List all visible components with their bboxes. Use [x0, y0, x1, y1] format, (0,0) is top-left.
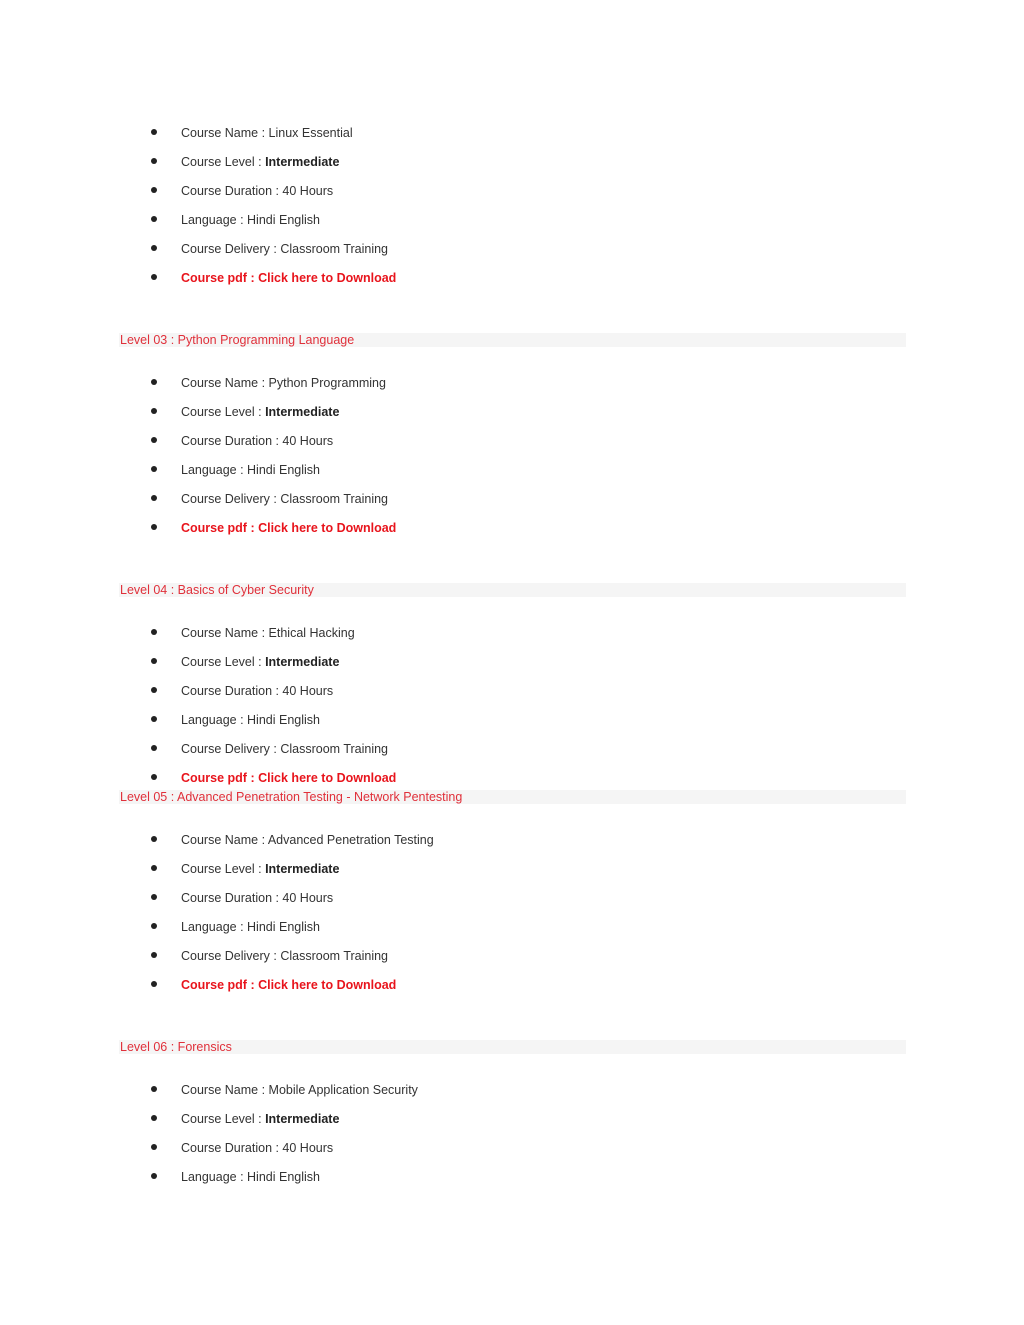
section-heading: Level 05 : Advanced Penetration Testing - Network Pentesting [120, 790, 463, 804]
bullet-icon [151, 158, 157, 164]
section-heading: Level 06 : Forensics [120, 1040, 232, 1054]
bullet-icon [151, 774, 157, 780]
course-level-value: Intermediate [265, 655, 340, 669]
language-text: Language : Hindi English [181, 920, 320, 934]
course-level-label: Course Level : [181, 655, 266, 669]
course-delivery-text: Course Delivery : Classroom Training [181, 742, 389, 756]
course-duration-text: Course Duration : 40 Hours [181, 184, 334, 198]
bullet-icon [151, 745, 157, 751]
bullet-icon [151, 187, 157, 193]
bullet-icon [151, 687, 157, 693]
course-pdf-download-link[interactable]: Course pdf : Click here to Download [181, 978, 397, 992]
bullet-icon [151, 716, 157, 722]
course-duration-text: Course Duration : 40 Hours [181, 891, 334, 905]
course-level-value: Intermediate [265, 862, 340, 876]
bullet-icon [151, 408, 157, 414]
bullet-icon [151, 658, 157, 664]
course-duration-text: Course Duration : 40 Hours [181, 434, 334, 448]
language-text: Language : Hindi English [181, 1170, 320, 1184]
course-pdf-download-link[interactable]: Course pdf : Click here to Download [181, 521, 397, 535]
bullet-icon [151, 894, 157, 900]
bullet-icon [151, 1173, 157, 1179]
course-level-value: Intermediate [265, 1112, 340, 1126]
bullet-icon [151, 495, 157, 501]
bullet-icon [151, 923, 157, 929]
bullet-icon [151, 129, 157, 135]
bullet-icon [151, 836, 157, 842]
section-heading-background [119, 1040, 906, 1054]
bullet-icon [151, 1115, 157, 1121]
course-level-value: Intermediate [265, 405, 340, 419]
course-name-text: Course Name : Linux Essential [181, 126, 353, 140]
course-name-text: Course Name : Mobile Application Security [181, 1083, 418, 1097]
course-pdf-download-link[interactable]: Course pdf : Click here to Download [181, 271, 397, 285]
bullet-icon [151, 466, 157, 472]
course-name-text: Course Name : Advanced Penetration Testing [181, 833, 434, 847]
bullet-icon [151, 524, 157, 530]
section-heading: Level 03 : Python Programming Language [120, 333, 355, 347]
course-level-label: Course Level : [181, 155, 266, 169]
course-delivery-text: Course Delivery : Classroom Training [181, 949, 389, 963]
course-level-label: Course Level : [181, 405, 266, 419]
course-name-text: Course Name : Python Programming [181, 376, 386, 390]
bullet-icon [151, 245, 157, 251]
language-text: Language : Hindi English [181, 463, 320, 477]
bullet-icon [151, 865, 157, 871]
language-text: Language : Hindi English [181, 213, 320, 227]
course-level-label: Course Level : [181, 862, 266, 876]
bullet-icon [151, 379, 157, 385]
course-level-label: Course Level : [181, 1112, 266, 1126]
course-delivery-text: Course Delivery : Classroom Training [181, 492, 389, 506]
bullet-icon [151, 981, 157, 987]
course-name-text: Course Name : Ethical Hacking [181, 626, 355, 640]
bullet-icon [151, 1144, 157, 1150]
course-duration-text: Course Duration : 40 Hours [181, 1141, 334, 1155]
bullet-icon [151, 1086, 157, 1092]
bullet-icon [151, 437, 157, 443]
bullet-icon [151, 952, 157, 958]
bullet-icon [151, 216, 157, 222]
language-text: Language : Hindi English [181, 713, 320, 727]
course-delivery-text: Course Delivery : Classroom Training [181, 242, 389, 256]
course-pdf-download-link[interactable]: Course pdf : Click here to Download [181, 771, 397, 785]
course-level-value: Intermediate [265, 155, 340, 169]
section-heading: Level 04 : Basics of Cyber Security [120, 583, 314, 597]
bullet-icon [151, 274, 157, 280]
bullet-icon [151, 629, 157, 635]
course-duration-text: Course Duration : 40 Hours [181, 684, 334, 698]
